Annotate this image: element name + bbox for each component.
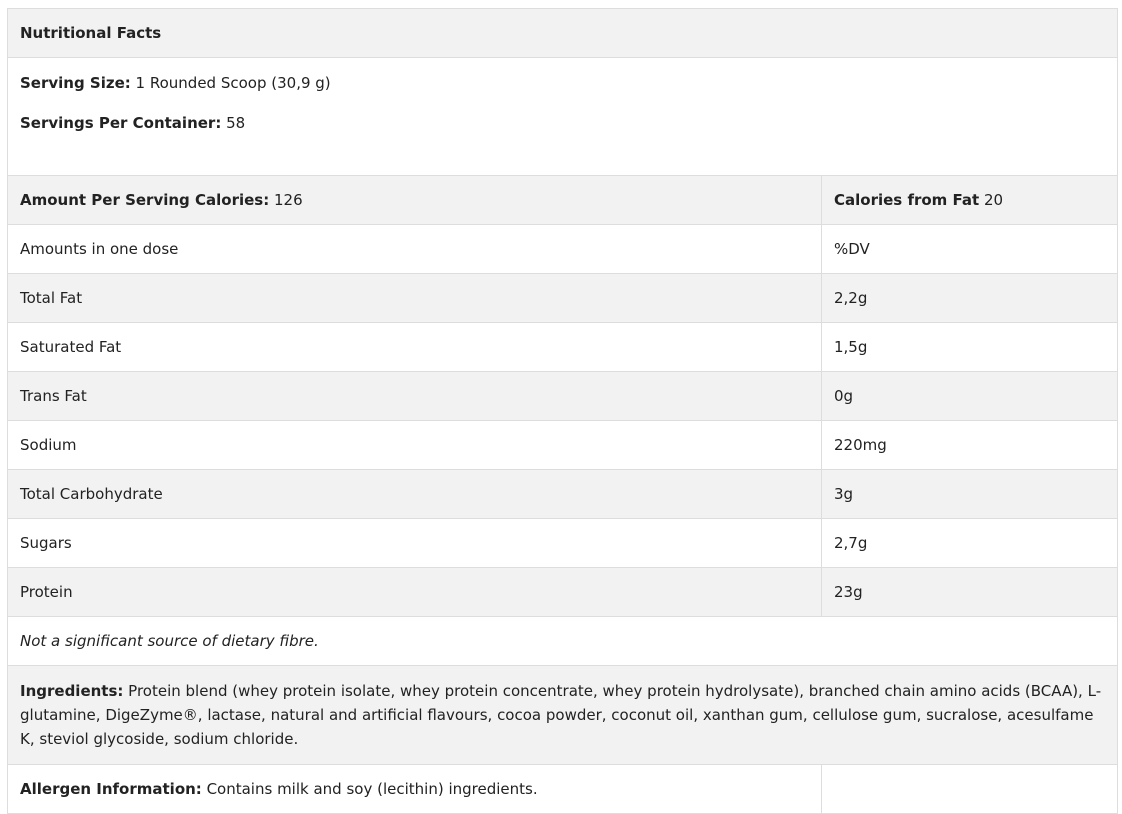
ingredients-cell: [8, 666, 1118, 765]
note-cell: [8, 617, 1118, 666]
allergen-text: Contains milk and soy (lecithin) ingredients.: [201, 780, 538, 798]
serving-cell: [8, 58, 1118, 176]
nutrient-value: 2,2g: [822, 274, 1118, 323]
serving-size-label: Serving Size:: [20, 74, 131, 92]
nutrient-name: Total Carbohydrate: [8, 470, 822, 519]
serving-row: [8, 58, 1118, 176]
nutrient-name: Total Fat: [8, 274, 822, 323]
nutrient-value: 1,5g: [822, 323, 1118, 372]
note-row: [8, 617, 1118, 666]
calories-cell: [8, 176, 822, 225]
nutrient-name: Protein: [8, 568, 822, 617]
calories-from-fat-label: Calories from Fat: [834, 191, 980, 209]
nutrition-facts-panel: [7, 8, 1117, 814]
fibre-note: Not a significant source of dietary fibre.: [20, 632, 319, 650]
ingredients-label: Ingredients:: [20, 682, 124, 700]
allergen-empty-cell: [822, 765, 1118, 814]
nutrient-name: Sodium: [8, 421, 822, 470]
nutrient-value: 3g: [822, 470, 1118, 519]
column-header-row: [8, 225, 1118, 274]
nutrient-value: 23g: [822, 568, 1118, 617]
nutrient-name: Saturated Fat: [8, 323, 822, 372]
calories-from-fat-value: 20: [979, 191, 1004, 209]
table-title-cell: [8, 9, 1118, 58]
nutrient-value: 220mg: [822, 421, 1118, 470]
calories-row: [8, 176, 1118, 225]
nutrient-name: Trans Fat: [8, 372, 822, 421]
amount-header: Amounts in one dose: [8, 225, 822, 274]
table-row: [8, 421, 1118, 470]
calories-label: Amount Per Serving Calories:: [20, 191, 270, 209]
table-title: Nutritional Facts: [20, 24, 162, 42]
nutrient-value: 0g: [822, 372, 1118, 421]
ingredients-text: Protein blend (whey protein isolate, whey protein concentrate, whey protein hydrolysate), branched chain amino acids (BCAA), L-glutamine, DigeZyme®, lactase, natural and artificial flavours, cocoa powder, coconut oil, xanthan gum, cellulose gum, sucralose, acesulfame K, steviol glycoside, sodium chloride.: [20, 682, 1102, 748]
ingredients-row: [8, 666, 1118, 765]
table-row: [8, 519, 1118, 568]
title-row: [8, 9, 1118, 58]
table-row: [8, 372, 1118, 421]
table-row: [8, 323, 1118, 372]
allergen-label: Allergen Information:: [20, 780, 202, 798]
servings-per-container-value: 58: [221, 114, 246, 132]
serving-size-value: 1 Rounded Scoop (30,9 g): [130, 74, 331, 92]
calories-value: 126: [269, 191, 303, 209]
nutrition-table: [7, 8, 1118, 814]
allergen-row: [8, 765, 1118, 814]
serving-size: [20, 71, 1105, 95]
table-row: [8, 274, 1118, 323]
dv-header: %DV: [822, 225, 1118, 274]
table-row: [8, 470, 1118, 519]
table-row: [8, 568, 1118, 617]
servings-per-container-label: Servings Per Container:: [20, 114, 222, 132]
nutrient-name: Sugars: [8, 519, 822, 568]
servings-per-container: [20, 111, 1105, 135]
calories-from-fat-cell: [822, 176, 1118, 225]
nutrient-value: 2,7g: [822, 519, 1118, 568]
allergen-cell: [8, 765, 822, 814]
